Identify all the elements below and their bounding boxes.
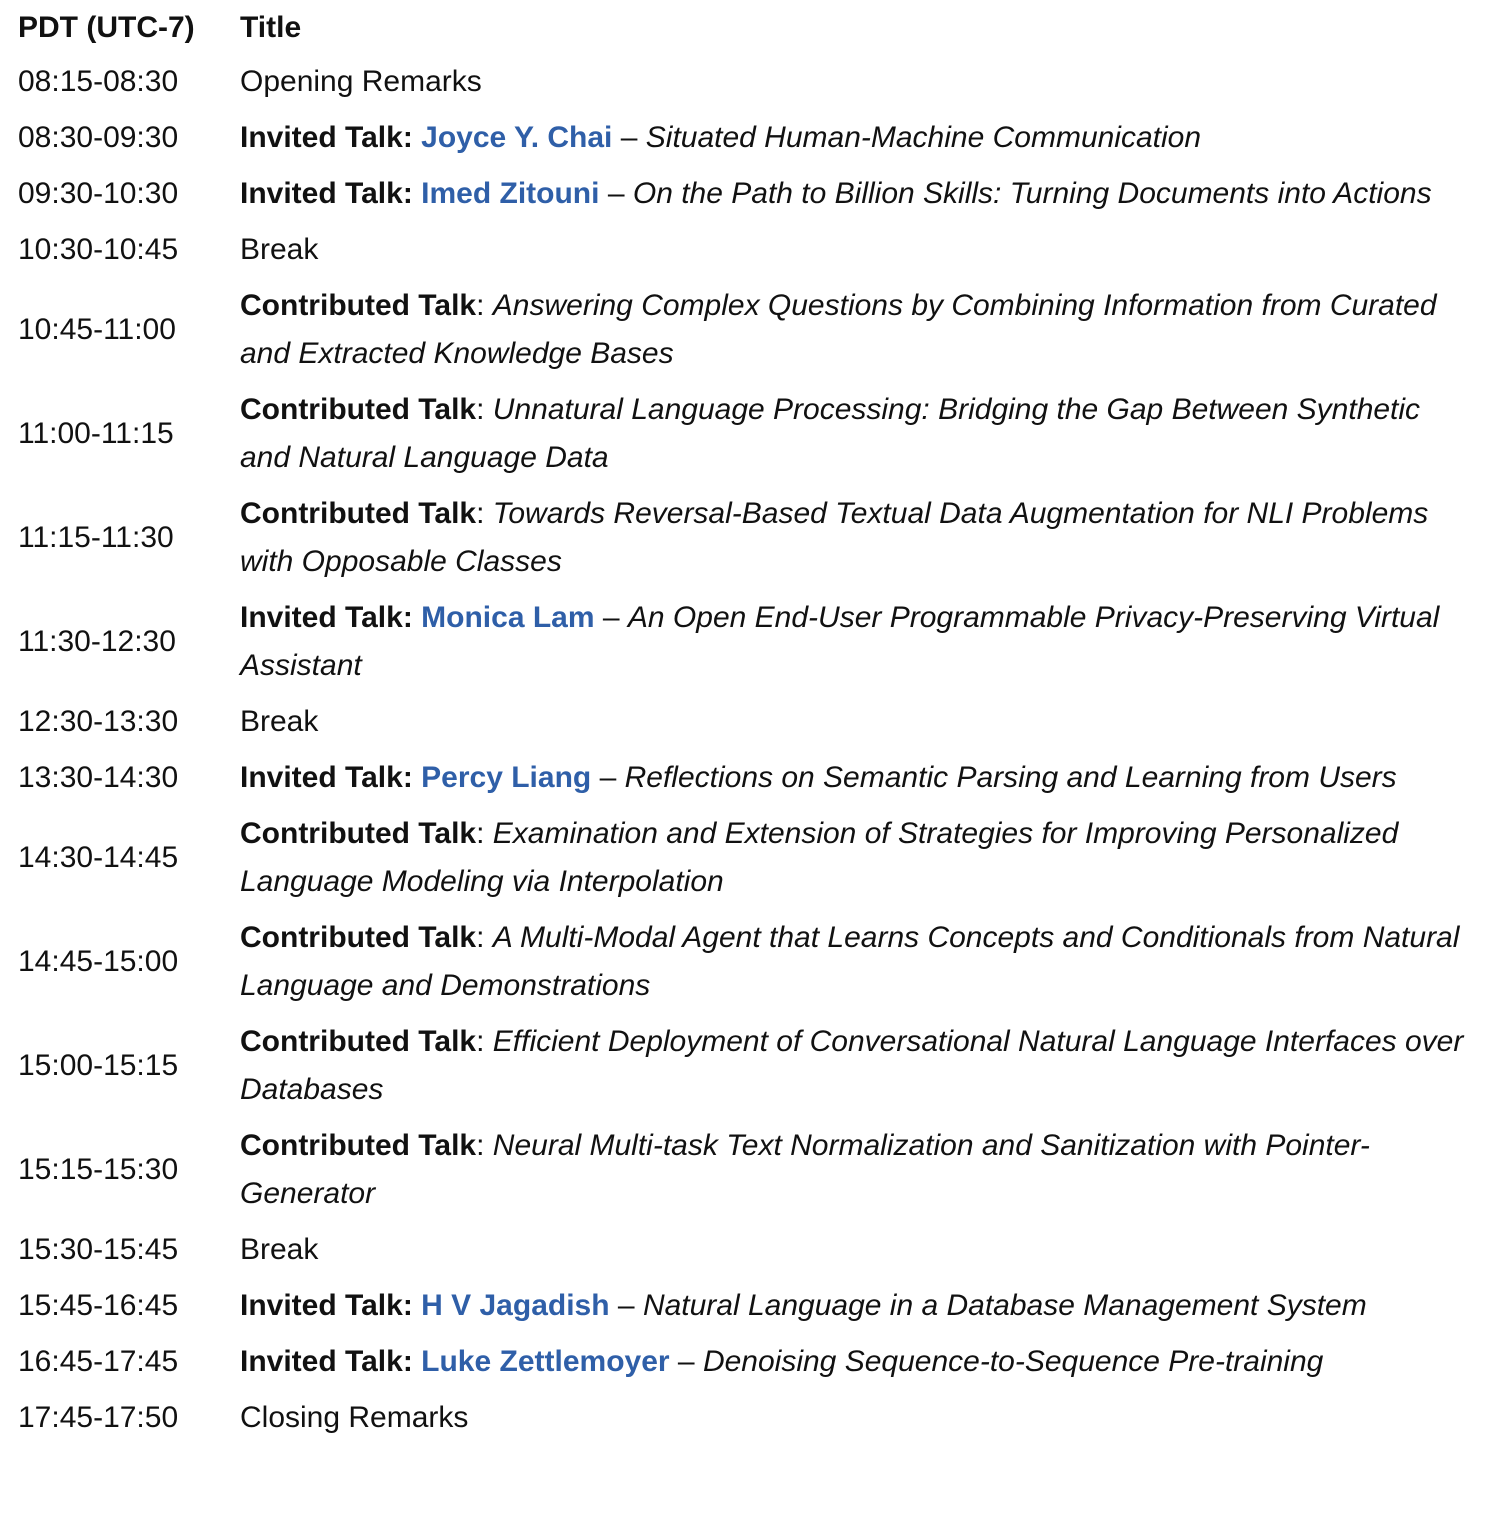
schedule-row xyxy=(10,382,1486,486)
talk-title: Situated Human-Machine Communication xyxy=(645,121,1202,154)
title-separator: – xyxy=(607,177,625,210)
time-slot: 16:45-17:45 xyxy=(18,1345,179,1378)
schedule-row xyxy=(10,910,1486,1014)
time-slot: 09:30-10:30 xyxy=(18,177,179,210)
talk-type-label: Invited Talk: xyxy=(240,121,413,154)
title-separator: : xyxy=(476,817,485,850)
session-cell xyxy=(232,590,1486,694)
title-separator: : xyxy=(476,393,485,426)
session-cell xyxy=(232,806,1486,910)
title-separator: : xyxy=(476,289,485,322)
time-slot: 17:45-17:50 xyxy=(18,1401,179,1434)
time-slot: 15:30-15:45 xyxy=(18,1233,179,1266)
schedule-body xyxy=(10,54,1486,1446)
session-label: Opening Remarks xyxy=(240,65,482,98)
time-slot: 11:00-11:15 xyxy=(18,417,174,450)
time-slot: 12:30-13:30 xyxy=(18,705,179,738)
talk-type-label: Contributed Talk xyxy=(240,497,477,530)
talk-type-label: Contributed Talk xyxy=(240,1129,477,1162)
title-separator: – xyxy=(617,1289,635,1322)
talk-type-label: Contributed Talk xyxy=(240,289,477,322)
schedule-table xyxy=(10,2,1486,1446)
talk-title: Natural Language in a Database Management System xyxy=(642,1289,1367,1322)
schedule-row xyxy=(10,54,1486,110)
session-cell xyxy=(232,1118,1486,1222)
schedule-row xyxy=(10,1118,1486,1222)
talk-type-label: Invited Talk: xyxy=(240,601,413,634)
title-separator: : xyxy=(476,921,485,954)
talk-title: An Open End-User Programmable Privacy-Preserving Virtual Assistant xyxy=(240,601,1440,682)
time-slot: 13:30-14:30 xyxy=(18,761,179,794)
talk-title: A Multi-Modal Agent that Learns Concepts and Conditionals from Natural Language and Demonstrations xyxy=(240,921,1460,1002)
time-slot: 10:30-10:45 xyxy=(18,233,179,266)
time-slot: 11:15-11:30 xyxy=(18,521,174,554)
session-cell xyxy=(232,1334,1486,1390)
talk-title: Reflections on Semantic Parsing and Learning from Users xyxy=(624,761,1397,794)
title-separator: : xyxy=(476,1025,485,1058)
session-cell xyxy=(232,54,1486,110)
title-separator: – xyxy=(602,601,620,634)
speaker-link[interactable]: H V Jagadish xyxy=(421,1289,610,1322)
title-separator: – xyxy=(599,761,617,794)
schedule-row xyxy=(10,486,1486,590)
schedule-row xyxy=(10,750,1486,806)
talk-type-label: Invited Talk: xyxy=(240,1345,413,1378)
schedule-row xyxy=(10,1334,1486,1390)
session-cell xyxy=(232,1278,1486,1334)
talk-title: Answering Complex Questions by Combining Information from Curated and Extracted Knowledge Bases xyxy=(240,289,1437,370)
session-cell xyxy=(232,750,1486,806)
time-slot: 10:45-11:00 xyxy=(18,313,176,346)
speaker-link[interactable]: Joyce Y. Chai xyxy=(421,121,613,154)
session-cell xyxy=(232,1222,1486,1278)
session-cell xyxy=(232,110,1486,166)
talk-title: Examination and Extension of Strategies for Improving Personalized Language Modeling via Interpolation xyxy=(240,817,1399,898)
speaker-link[interactable]: Monica Lam xyxy=(421,601,595,634)
talk-type-label: Contributed Talk xyxy=(240,817,477,850)
schedule-row xyxy=(10,694,1486,750)
schedule-row xyxy=(10,1014,1486,1118)
talk-title: Unnatural Language Processing: Bridging the Gap Between Synthetic and Natural Language Data xyxy=(240,393,1421,474)
talk-title: Neural Multi-task Text Normalization and Sanitization with Pointer-Generator xyxy=(240,1129,1370,1210)
session-cell xyxy=(232,1014,1486,1118)
title-separator: – xyxy=(677,1345,695,1378)
schedule-row xyxy=(10,1278,1486,1334)
schedule-row xyxy=(10,590,1486,694)
talk-title: Towards Reversal-Based Textual Data Augmentation for NLI Problems with Opposable Classes xyxy=(240,497,1429,578)
talk-title: On the Path to Billion Skills: Turning Documents into Actions xyxy=(632,177,1432,210)
session-cell xyxy=(232,486,1486,590)
talk-type-label: Invited Talk: xyxy=(240,1289,413,1322)
time-slot: 14:30-14:45 xyxy=(18,841,179,874)
time-slot: 14:45-15:00 xyxy=(18,945,179,978)
speaker-link[interactable]: Imed Zitouni xyxy=(421,177,600,210)
schedule-row xyxy=(10,222,1486,278)
schedule-row xyxy=(10,278,1486,382)
time-slot: 08:15-08:30 xyxy=(18,65,179,98)
speaker-link[interactable]: Luke Zettlemoyer xyxy=(421,1345,670,1378)
time-column-header: PDT (UTC-7) xyxy=(18,11,195,44)
talk-type-label: Contributed Talk xyxy=(240,1025,477,1058)
time-slot: 11:30-12:30 xyxy=(18,625,176,658)
speaker-link[interactable]: Percy Liang xyxy=(421,761,592,794)
time-slot: 15:45-16:45 xyxy=(18,1289,179,1322)
header-row xyxy=(10,2,1486,54)
session-cell xyxy=(232,382,1486,486)
talk-title: Efficient Deployment of Conversational Natural Language Interfaces over Databases xyxy=(240,1025,1464,1106)
session-label: Closing Remarks xyxy=(240,1401,469,1434)
time-slot: 15:15-15:30 xyxy=(18,1153,179,1186)
time-slot: 15:00-15:15 xyxy=(18,1049,179,1082)
schedule-row xyxy=(10,1222,1486,1278)
session-cell xyxy=(232,222,1486,278)
talk-type-label: Invited Talk: xyxy=(240,761,413,794)
title-separator: – xyxy=(620,121,638,154)
session-label: Break xyxy=(240,1233,319,1266)
time-slot: 08:30-09:30 xyxy=(18,121,179,154)
session-cell xyxy=(232,1390,1486,1446)
schedule-row xyxy=(10,110,1486,166)
schedule-row xyxy=(10,806,1486,910)
session-cell xyxy=(232,278,1486,382)
schedule-row xyxy=(10,1390,1486,1446)
title-column-header: Title xyxy=(240,11,302,44)
talk-title: Denoising Sequence-to-Sequence Pre-training xyxy=(702,1345,1324,1378)
session-cell xyxy=(232,166,1486,222)
title-separator: : xyxy=(476,497,485,530)
talk-type-label: Invited Talk: xyxy=(240,177,413,210)
title-separator: : xyxy=(476,1129,485,1162)
talk-type-label: Contributed Talk xyxy=(240,393,477,426)
session-cell xyxy=(232,694,1486,750)
session-cell xyxy=(232,910,1486,1014)
talk-type-label: Contributed Talk xyxy=(240,921,477,954)
schedule-row xyxy=(10,166,1486,222)
session-label: Break xyxy=(240,233,319,266)
session-label: Break xyxy=(240,705,319,738)
